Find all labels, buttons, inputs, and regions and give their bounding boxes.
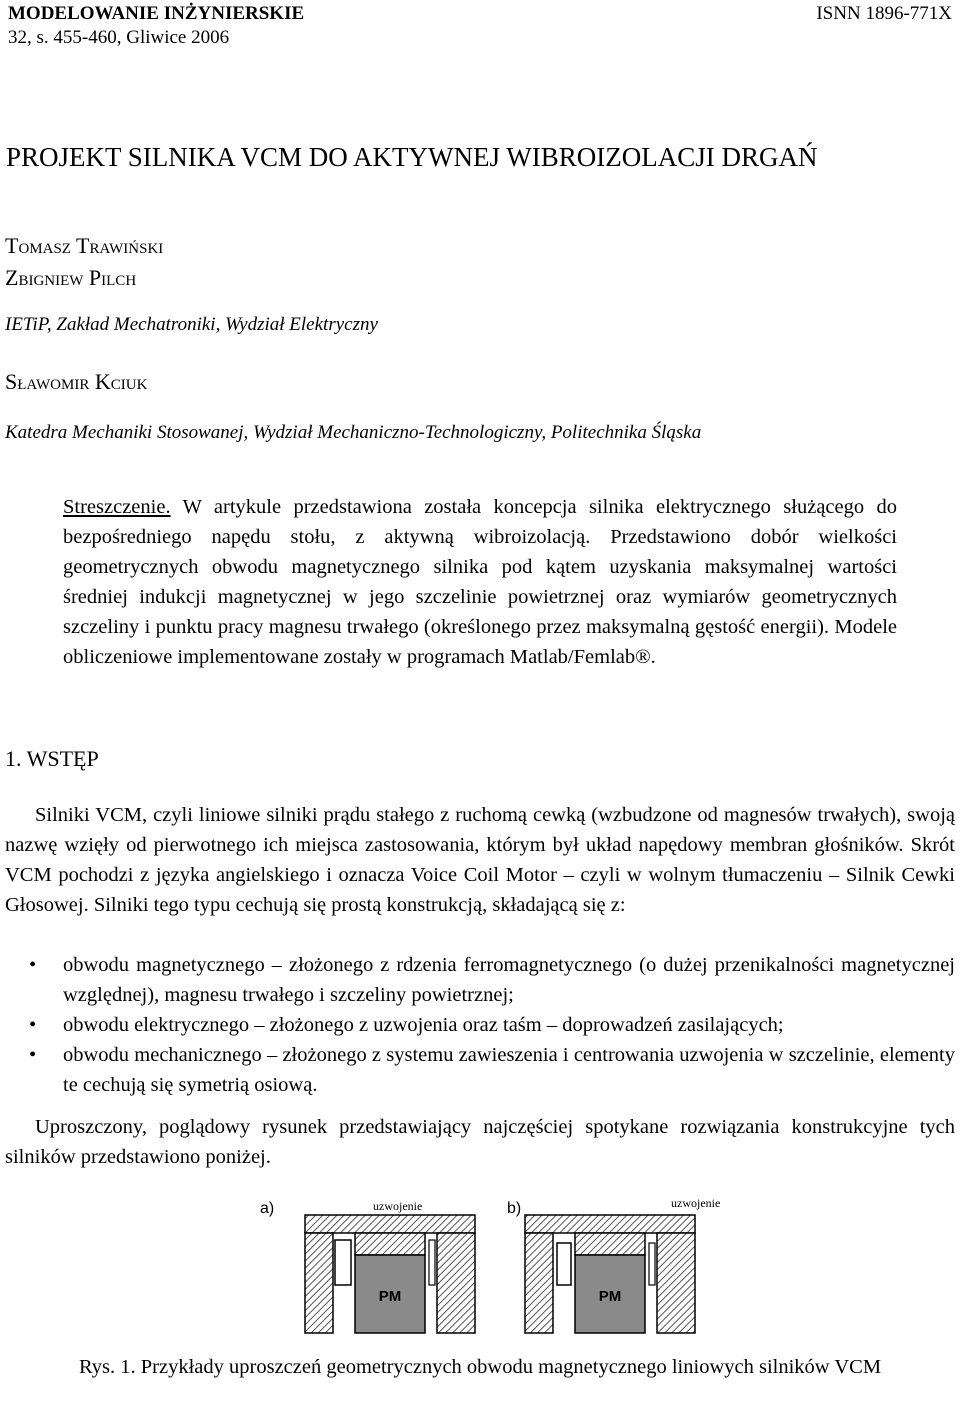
author-affiliation: Katedra Mechaniki Stosowanej, Wydział Mechaniczno-Technologiczny, Politechnika Śląska	[5, 422, 702, 443]
core-left	[525, 1233, 553, 1333]
coil-label: uzwojenie	[671, 1196, 721, 1210]
abstract-label: Streszczenie.	[63, 496, 171, 518]
bullet-icon: •	[29, 1014, 37, 1036]
bullet-icon: •	[29, 1044, 37, 1066]
abstract	[63, 492, 897, 672]
list-item	[5, 950, 955, 1010]
author-name: Sławomir Kciuk	[5, 369, 148, 394]
author-affiliation: IETiP, Zakład Mechatroniki, Wydział Elektryczny	[5, 314, 378, 335]
list-item-text: obwodu magnetycznego – złożonego z rdzenia ferromagnetycznego (o dużej przenikalności magnetycznej względnej), magnesu trwałego i szczeliny powietrznej;	[63, 954, 955, 1006]
abstract-text: W artykule przedstawiona została koncepcja silnika elektrycznego służącego do bezpośredniego napędu stołu, z aktywną wibroizolacją. Przedstawiono dobór wielkości geometrycznych obwodu magnetycznego silnika pod kątem uzyskania maksymalnej wartości średniej indukcji magnetycznej w jego szczelinie powietrznej oraz wymiarów geometrycznych szczeliny i punktu pracy magnesu trwałego (określonego przez maksymalną gęstość energii). Modele obliczeniowe implementowane zostały w programach Matlab/Femlab®.	[63, 496, 897, 668]
figure-caption	[0, 1352, 960, 1382]
section-heading: 1. WSTĘP	[5, 746, 99, 771]
coil	[649, 1243, 655, 1285]
figure-label-b: b)	[507, 1200, 522, 1217]
coil	[335, 1240, 351, 1285]
caption-text: Rys. 1. Przykłady uproszczeń geometrycznych obwodu magnetycznego liniowych silników VCM	[78, 1356, 882, 1378]
magnet-label: PM	[598, 1288, 622, 1305]
paragraph-text: Uproszczony, poglądowy rysunek przedstawiający najczęściej spotykane rozwiązania konstrukcyjne tych silników przedstawiono poniżej.	[5, 1116, 955, 1168]
core-top	[525, 1215, 695, 1233]
coil	[557, 1243, 571, 1285]
figure-b	[507, 1196, 720, 1333]
bullet-icon: •	[29, 954, 37, 976]
core-left	[305, 1233, 333, 1333]
author-name: Zbigniew Pilch	[5, 265, 137, 290]
paper-title: PROJEKT SILNIKA VCM DO AKTYWNEJ WIBROIZOLACJI DRGAŃ	[6, 142, 818, 172]
magnet-label: PM	[378, 1288, 402, 1305]
list-item-text: obwodu elektrycznego – złożonego z uzwojenia oraz taśm – doprowadzeń zasilających;	[63, 1014, 784, 1036]
vcm-figure	[225, 1185, 765, 1335]
list-item	[5, 1040, 955, 1100]
list-item-text: obwodu mechanicznego – złożonego z systemu zawieszenia i centrowania uzwojenia w szczelinie, elementy te cechują się symetrią osiową.	[63, 1044, 955, 1096]
body-paragraph	[5, 1112, 955, 1172]
core-right	[437, 1233, 475, 1333]
list-item	[5, 1010, 955, 1040]
journal-info	[8, 2, 304, 50]
core-top	[305, 1215, 475, 1233]
bullet-list	[5, 950, 955, 1100]
figure-label-a: a)	[260, 1200, 275, 1217]
figure-a	[260, 1199, 475, 1333]
issn: ISNN 1896-771X	[816, 3, 952, 24]
pole-piece	[575, 1233, 645, 1255]
paragraph-text: Silniki VCM, czyli liniowe silniki prądu stałego z ruchomą cewką (wzbudzone od magnesów trwałych), swoją nazwę wzięły od pierwotnego ich miejsca zastosowania, którym był układ napędowy membran głośników. Skrót VCM pochodzi z języka angielskiego i oznacza Voice Coil Motor – czyli w wolnym tłumaczeniu – Silnik Cewki Głosowej. Silniki tego typu cechują się prostą konstrukcją, składającą się z:	[5, 804, 955, 916]
journal-name: MODELOWANIE INŻYNIERSKIE	[8, 3, 305, 24]
coil-label: uzwojenie	[373, 1199, 423, 1213]
pole-piece	[355, 1233, 425, 1255]
coil	[429, 1240, 435, 1285]
author-name: Tomasz Trawiński	[5, 233, 164, 258]
journal-issue: 32, s. 455-460, Gliwice 2006	[8, 27, 230, 48]
body-paragraph	[5, 800, 955, 920]
core-right	[657, 1233, 695, 1333]
